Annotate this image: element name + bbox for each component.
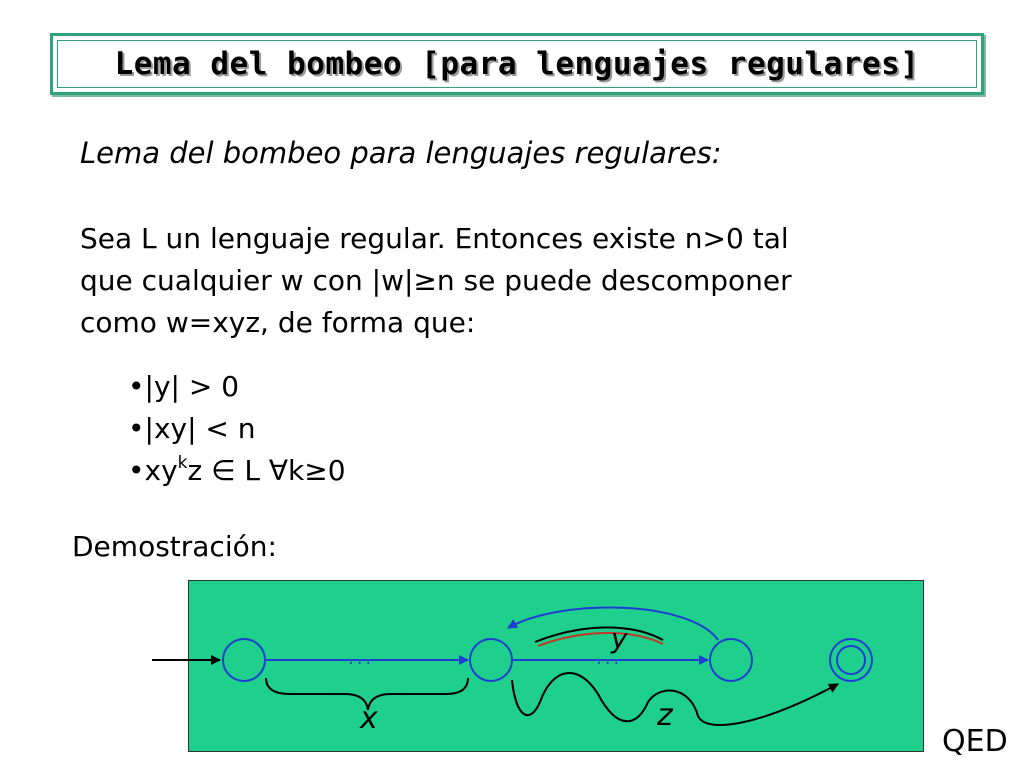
z-path bbox=[512, 673, 838, 725]
qed-mark: QED bbox=[942, 724, 1008, 759]
state-accepting-inner bbox=[837, 646, 865, 674]
condition-pumping-exponent: k bbox=[177, 453, 188, 473]
statement-line-2: que cualquier w con |w|≥n se puede descomponer bbox=[80, 264, 792, 297]
proof-label: Demostración: bbox=[72, 530, 277, 563]
label-z: z bbox=[657, 698, 673, 733]
condition-pumping-pre: •xy bbox=[128, 454, 178, 487]
dots-x: ... bbox=[348, 648, 375, 669]
slide-title: Lema del bombeo [para lenguajes regulares] bbox=[114, 46, 920, 82]
label-y: y bbox=[611, 622, 628, 655]
lemma-heading: Lema del bombeo para lenguajes regulares: bbox=[80, 136, 722, 170]
state-loop-start bbox=[470, 639, 512, 681]
statement-line-3: como w=xyz, de forma que: bbox=[80, 306, 476, 339]
condition-pumping-post: z ∈ L ∀k≥0 bbox=[187, 454, 346, 487]
state-loop-end bbox=[710, 639, 752, 681]
statement-line-1: Sea L un lenguaje regular. Entonces existe n>0 tal bbox=[80, 222, 789, 255]
dots-y: ... bbox=[596, 648, 623, 669]
condition-y-nonempty: •|y| > 0 bbox=[128, 370, 240, 403]
state-initial bbox=[223, 639, 265, 681]
label-x: x bbox=[360, 701, 378, 736]
condition-xy-length: •|xy| < n bbox=[128, 412, 256, 445]
